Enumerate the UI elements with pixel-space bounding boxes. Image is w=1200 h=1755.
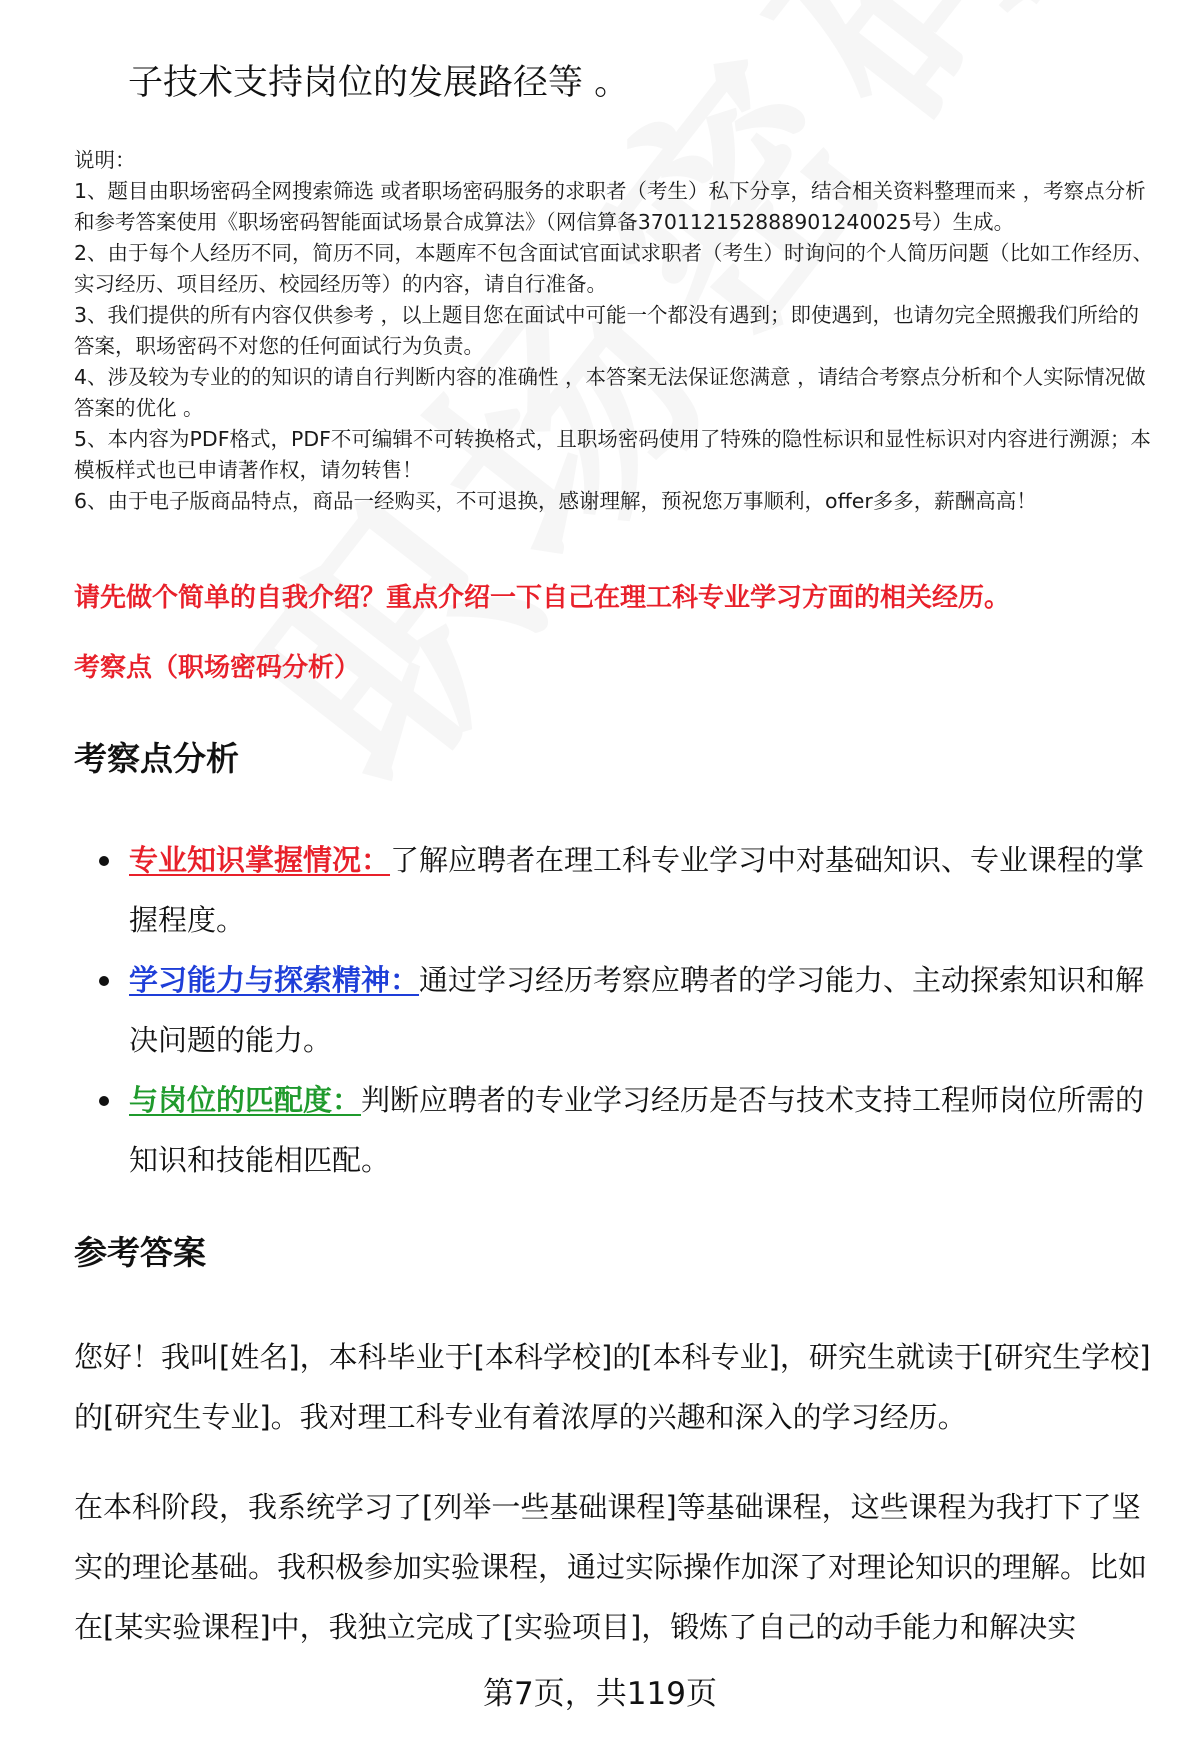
analysis-bullet — [74, 830, 1154, 950]
interview-question: 请先做个简单的自我介绍？重点介绍一下自己在理工科专业学习方面的相关经历。 — [74, 583, 1011, 613]
notes-item: 5、本内容为PDF格式，PDF不可编辑不可转换格式，且职场密码使用了特殊的隐性标识和显性标识对内容进行溯源；本模板样式也已申请著作权，请勿转售！ — [74, 427, 1151, 482]
bullet-text: 判断应聘者的专业学习经历是否与技术支持工程师岗位所需的知识和技能相匹配。 — [129, 1083, 1145, 1177]
page-number-footer: 第7页，共119页 — [483, 1676, 717, 1712]
notes-item: 3、我们提供的所有内容仅供参考 ，以上题目您在面试中可能一个都没有遇到；即使遇到，也请勿完全照搬我们所给的答案，职场密码不对您的任何面试行为负责。 — [74, 303, 1140, 358]
notes-title: 说明： — [74, 148, 136, 172]
notes-item: 2、由于每个人经历不同，简历不同，本题库不包含面试官面试求职者（考生）时询问的个人简历问题（比如工作经历、实习经历、项目经历、校园经历等）的内容，请自行准备。 — [74, 241, 1154, 296]
answer-body — [74, 1327, 1164, 1687]
bullet-dot-icon — [99, 976, 109, 986]
examination-point-label: 考察点（职场密码分析） — [74, 653, 361, 683]
answer-paragraph: 在本科阶段，我系统学习了[列举一些基础课程]等基础课程，这些课程为我打下了坚实的理论基础。我积极参加实验课程，通过实际操作加深了对理论知识的理解。比如在[某实验课程]中，我独立完成了[实验项目]，锻炼了自己的动手能力和解决实 — [74, 1490, 1148, 1644]
notes-item: 1、题目由职场密码全网搜索筛选 或者职场密码服务的求职者（考生）私下分享，结合相关资料整理而来 ，考察点分析和参考答案使用《职场密码智能面试场景合成算法》（网信算备370112152888901240025号）生成。 — [74, 179, 1146, 234]
analysis-heading: 考察点分析 — [74, 739, 239, 778]
notes-item: 4、涉及较为专业的的知识的请自行判断内容的准确性 ，本答案无法保证您满意 ，请结合考察点分析和个人实际情况做答案的优化 。 — [74, 365, 1146, 420]
bullet-key: 学习能力与探索精神： — [129, 963, 420, 997]
bullet-dot-icon — [99, 1096, 109, 1106]
intro-line: 子技术支持岗位的发展路径等 。 — [128, 63, 630, 103]
notes-item: 6、由于电子版商品特点，商品一经购买，不可退换，感谢理解，预祝您万事顺利，offer多多，薪酬高高！ — [74, 489, 1037, 513]
notes-block — [74, 145, 1154, 517]
answer-heading: 参考答案 — [74, 1233, 206, 1272]
bullet-dot-icon — [99, 856, 109, 866]
bullet-text: 了解应聘者在理工科专业学习中对基础知识、专业课程的掌握程度。 — [129, 843, 1145, 937]
analysis-bullet — [74, 950, 1154, 1070]
analysis-bullet-list — [74, 830, 1154, 1190]
bullet-key: 专业知识掌握情况： — [129, 843, 391, 877]
bullet-text: 通过学习经历考察应聘者的学习能力、主动探索知识和解决问题的能力。 — [129, 963, 1145, 1057]
answer-paragraph: 您好！我叫[姓名]，本科毕业于[本科学校]的[本科专业]，研究生就读于[研究生学校]的[研究生专业]。我对理工科专业有着浓厚的兴趣和深入的学习经历。 — [74, 1340, 1151, 1434]
bullet-key: 与岗位的匹配度： — [129, 1083, 362, 1117]
analysis-bullet — [74, 1070, 1154, 1190]
